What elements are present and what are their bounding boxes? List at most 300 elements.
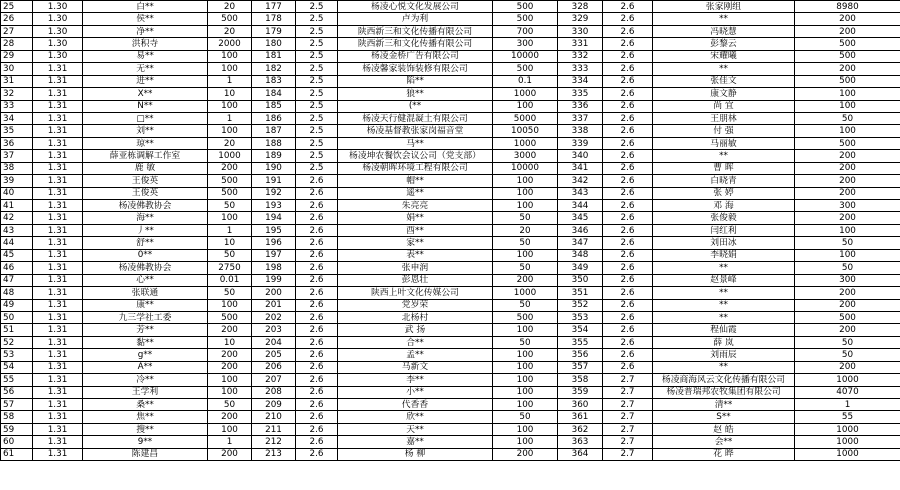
cell-date-2: 2.5 xyxy=(296,38,338,50)
cell-date-1: 1.31 xyxy=(33,75,83,87)
cell-index-3: 343 xyxy=(558,187,603,199)
cell-date-2: 2.6 xyxy=(296,374,338,386)
cell-donor-2: 李** xyxy=(338,374,493,386)
table-row xyxy=(1,1,900,13)
cell-amount-3: 200 xyxy=(795,150,900,162)
cell-date-2: 2.6 xyxy=(296,436,338,448)
cell-date-3: 2.7 xyxy=(603,386,653,398)
cell-date-2: 2.5 xyxy=(296,1,338,13)
cell-amount-1: 200 xyxy=(208,324,252,336)
cell-index-1: 29 xyxy=(1,50,33,62)
cell-index-1: 56 xyxy=(1,386,33,398)
cell-date-2: 2.6 xyxy=(296,262,338,274)
cell-amount-3: 50 xyxy=(795,349,900,361)
cell-date-1: 1.31 xyxy=(33,150,83,162)
cell-donor-2: 杨凌基督教张家岗福音堂 xyxy=(338,125,493,137)
cell-index-2: 201 xyxy=(252,299,296,311)
cell-donor-1: 丿** xyxy=(83,224,208,236)
cell-donor-3: ** xyxy=(653,262,795,274)
cell-date-1: 1.30 xyxy=(33,38,83,50)
cell-index-2: 189 xyxy=(252,150,296,162)
cell-donor-1: 无** xyxy=(83,63,208,75)
cell-index-1: 60 xyxy=(1,436,33,448)
cell-donor-2: 酉** xyxy=(338,224,493,236)
table-row xyxy=(1,411,900,423)
cell-amount-3: 55 xyxy=(795,411,900,423)
cell-donor-3: ** xyxy=(653,150,795,162)
cell-index-1: 25 xyxy=(1,1,33,13)
cell-donor-1: 海** xyxy=(83,212,208,224)
cell-donor-2: 北杨村 xyxy=(338,311,493,323)
cell-donor-1: g** xyxy=(83,349,208,361)
cell-amount-1: 200 xyxy=(208,349,252,361)
table-row xyxy=(1,274,900,286)
cell-amount-2: 1000 xyxy=(493,137,558,149)
cell-amount-1: 10 xyxy=(208,88,252,100)
cell-amount-2: 200 xyxy=(493,448,558,460)
cell-date-1: 1.31 xyxy=(33,374,83,386)
cell-amount-2: 700 xyxy=(493,25,558,37)
cell-index-1: 37 xyxy=(1,150,33,162)
cell-date-3: 2.6 xyxy=(603,361,653,373)
cell-amount-3: 300 xyxy=(795,200,900,212)
cell-index-2: 192 xyxy=(252,187,296,199)
cell-donor-2: 杨凌坤农餐饮会议公司（党支部） xyxy=(338,150,493,162)
cell-donor-1: 0** xyxy=(83,249,208,261)
cell-donor-3: ** xyxy=(653,287,795,299)
cell-date-1: 1.31 xyxy=(33,361,83,373)
cell-date-3: 2.6 xyxy=(603,324,653,336)
cell-index-2: 199 xyxy=(252,274,296,286)
cell-amount-3: 1000 xyxy=(795,423,900,435)
cell-amount-3: 100 xyxy=(795,88,900,100)
cell-amount-1: 200 xyxy=(208,162,252,174)
cell-amount-3: 8980 xyxy=(795,1,900,13)
cell-index-1: 32 xyxy=(1,88,33,100)
cell-date-3: 2.6 xyxy=(603,25,653,37)
cell-donor-3: 程仙霞 xyxy=(653,324,795,336)
cell-index-1: 53 xyxy=(1,349,33,361)
table-row xyxy=(1,25,900,37)
cell-amount-3: 1000 xyxy=(795,448,900,460)
cell-index-2: 208 xyxy=(252,386,296,398)
cell-amount-1: 0.01 xyxy=(208,274,252,286)
cell-donor-3: 曹 晖 xyxy=(653,162,795,174)
cell-amount-1: 2000 xyxy=(208,38,252,50)
cell-amount-1: 1 xyxy=(208,436,252,448)
cell-date-1: 1.31 xyxy=(33,336,83,348)
cell-index-2: 180 xyxy=(252,38,296,50)
cell-donor-3: 清** xyxy=(653,399,795,411)
cell-donor-2: 杨凌金桥广告有限公司 xyxy=(338,50,493,62)
cell-index-1: 49 xyxy=(1,299,33,311)
cell-amount-3: 200 xyxy=(795,187,900,199)
cell-index-2: 204 xyxy=(252,336,296,348)
cell-date-3: 2.6 xyxy=(603,1,653,13)
cell-index-1: 57 xyxy=(1,399,33,411)
cell-date-2: 2.6 xyxy=(296,423,338,435)
table-row xyxy=(1,324,900,336)
cell-date-3: 2.6 xyxy=(603,311,653,323)
cell-date-3: 2.6 xyxy=(603,13,653,25)
cell-index-2: 210 xyxy=(252,411,296,423)
cell-date-3: 2.6 xyxy=(603,175,653,187)
cell-date-1: 1.31 xyxy=(33,423,83,435)
table-row xyxy=(1,38,900,50)
cell-amount-1: 100 xyxy=(208,423,252,435)
cell-amount-3: 200 xyxy=(795,299,900,311)
cell-donor-1: 薛亚栋调解工作室 xyxy=(83,150,208,162)
cell-donor-1: 洪积寺 xyxy=(83,38,208,50)
cell-amount-3: 200 xyxy=(795,63,900,75)
cell-donor-3: 付 强 xyxy=(653,125,795,137)
cell-index-2: 209 xyxy=(252,399,296,411)
cell-date-2: 2.5 xyxy=(296,100,338,112)
cell-date-3: 2.6 xyxy=(603,249,653,261)
cell-donor-1: A** xyxy=(83,361,208,373)
cell-index-1: 26 xyxy=(1,13,33,25)
cell-date-1: 1.30 xyxy=(33,25,83,37)
cell-date-1: 1.31 xyxy=(33,324,83,336)
cell-date-3: 2.6 xyxy=(603,38,653,50)
cell-donor-2: 马** xyxy=(338,137,493,149)
cell-amount-3: 300 xyxy=(795,274,900,286)
cell-index-2: 212 xyxy=(252,436,296,448)
cell-donor-1: 9** xyxy=(83,436,208,448)
cell-index-2: 196 xyxy=(252,237,296,249)
cell-index-1: 52 xyxy=(1,336,33,348)
cell-index-2: 179 xyxy=(252,25,296,37)
cell-amount-1: 100 xyxy=(208,212,252,224)
cell-amount-3: 1000 xyxy=(795,374,900,386)
cell-index-3: 348 xyxy=(558,249,603,261)
table-row xyxy=(1,212,900,224)
cell-index-1: 40 xyxy=(1,187,33,199)
cell-amount-3: 500 xyxy=(795,311,900,323)
cell-donor-2: 遥** xyxy=(338,187,493,199)
cell-donor-3: ** xyxy=(653,299,795,311)
cell-amount-3: 500 xyxy=(795,38,900,50)
cell-donor-3: 冯晓慧 xyxy=(653,25,795,37)
cell-index-2: 213 xyxy=(252,448,296,460)
cell-index-3: 335 xyxy=(558,88,603,100)
cell-date-1: 1.31 xyxy=(33,162,83,174)
cell-donor-2: 陕西新三和文化传播有限公司 xyxy=(338,38,493,50)
cell-index-2: 188 xyxy=(252,137,296,149)
cell-index-1: 48 xyxy=(1,287,33,299)
table-row xyxy=(1,399,900,411)
cell-index-3: 336 xyxy=(558,100,603,112)
cell-donor-2: 孟** xyxy=(338,349,493,361)
cell-date-1: 1.31 xyxy=(33,287,83,299)
cell-donor-1: 张联通 xyxy=(83,287,208,299)
cell-amount-1: 100 xyxy=(208,299,252,311)
cell-amount-2: 500 xyxy=(493,311,558,323)
cell-amount-1: 20 xyxy=(208,137,252,149)
cell-amount-2: 10000 xyxy=(493,162,558,174)
cell-index-3: 349 xyxy=(558,262,603,274)
cell-index-2: 194 xyxy=(252,212,296,224)
cell-donor-2: 杨凌心悦文化发展公司 xyxy=(338,1,493,13)
cell-index-2: 203 xyxy=(252,324,296,336)
table-row xyxy=(1,75,900,87)
cell-amount-2: 1000 xyxy=(493,88,558,100)
cell-index-2: 195 xyxy=(252,224,296,236)
cell-date-1: 1.31 xyxy=(33,112,83,124)
cell-donor-1: 刘** xyxy=(83,125,208,137)
table-row xyxy=(1,13,900,25)
cell-donor-2: 杨 柳 xyxy=(338,448,493,460)
cell-date-3: 2.6 xyxy=(603,162,653,174)
cell-donor-2: 杨凌朝晖环境工程有限公司 xyxy=(338,162,493,174)
cell-date-2: 2.6 xyxy=(296,336,338,348)
cell-donor-3: 薛 岚 xyxy=(653,336,795,348)
cell-index-1: 45 xyxy=(1,249,33,261)
cell-date-2: 2.6 xyxy=(296,324,338,336)
cell-donor-1: 黏** xyxy=(83,336,208,348)
cell-date-3: 2.6 xyxy=(603,100,653,112)
table-row xyxy=(1,137,900,149)
cell-index-2: 178 xyxy=(252,13,296,25)
cell-donor-2: 彭恩壮 xyxy=(338,274,493,286)
cell-index-3: 334 xyxy=(558,75,603,87)
cell-amount-3: 4070 xyxy=(795,386,900,398)
cell-amount-2: 100 xyxy=(493,436,558,448)
cell-date-2: 2.5 xyxy=(296,150,338,162)
cell-amount-2: 10050 xyxy=(493,125,558,137)
cell-donor-3: ** xyxy=(653,361,795,373)
cell-amount-2: 100 xyxy=(493,324,558,336)
cell-donor-2: 嘉** xyxy=(338,436,493,448)
cell-index-2: 197 xyxy=(252,249,296,261)
cell-amount-2: 5000 xyxy=(493,112,558,124)
cell-amount-3: 50 xyxy=(795,336,900,348)
table-row xyxy=(1,361,900,373)
cell-date-3: 2.6 xyxy=(603,237,653,249)
cell-donor-3: 赵 皓 xyxy=(653,423,795,435)
table-row xyxy=(1,374,900,386)
cell-index-3: 344 xyxy=(558,200,603,212)
cell-donor-2: 杨凌馨家装饰装修有限公司 xyxy=(338,63,493,75)
cell-index-1: 51 xyxy=(1,324,33,336)
cell-date-2: 2.5 xyxy=(296,112,338,124)
cell-amount-3: 500 xyxy=(795,50,900,62)
cell-amount-3: 100 xyxy=(795,125,900,137)
cell-donor-3: 张 婷 xyxy=(653,187,795,199)
cell-date-1: 1.31 xyxy=(33,299,83,311)
cell-index-2: 181 xyxy=(252,50,296,62)
cell-amount-2: 3000 xyxy=(493,150,558,162)
table-row xyxy=(1,50,900,62)
cell-date-3: 2.6 xyxy=(603,224,653,236)
cell-donor-1: 心** xyxy=(83,274,208,286)
cell-amount-1: 20 xyxy=(208,1,252,13)
cell-amount-2: 100 xyxy=(493,386,558,398)
cell-index-2: 184 xyxy=(252,88,296,100)
cell-index-3: 351 xyxy=(558,287,603,299)
table-row xyxy=(1,436,900,448)
cell-date-3: 2.6 xyxy=(603,262,653,274)
cell-amount-2: 300 xyxy=(493,38,558,50)
cell-date-1: 1.31 xyxy=(33,63,83,75)
cell-amount-2: 100 xyxy=(493,187,558,199)
cell-index-2: 183 xyxy=(252,75,296,87)
cell-date-2: 2.6 xyxy=(296,249,338,261)
cell-index-3: 346 xyxy=(558,224,603,236)
cell-index-1: 34 xyxy=(1,112,33,124)
cell-donor-3: 马丽敏 xyxy=(653,137,795,149)
cell-date-1: 1.31 xyxy=(33,386,83,398)
cell-donor-3: 张家刚组 xyxy=(653,1,795,13)
cell-index-3: 359 xyxy=(558,386,603,398)
cell-index-3: 354 xyxy=(558,324,603,336)
cell-donor-2: 欣** xyxy=(338,411,493,423)
cell-date-2: 2.6 xyxy=(296,448,338,460)
cell-amount-2: 200 xyxy=(493,274,558,286)
cell-donor-2: 党岁荣 xyxy=(338,299,493,311)
cell-index-2: 191 xyxy=(252,175,296,187)
cell-donor-3: S** xyxy=(653,411,795,423)
cell-index-1: 42 xyxy=(1,212,33,224)
cell-index-2: 206 xyxy=(252,361,296,373)
cell-donor-1: 进** xyxy=(83,75,208,87)
table-row xyxy=(1,448,900,460)
cell-amount-3: 100 xyxy=(795,249,900,261)
cell-index-3: 329 xyxy=(558,13,603,25)
cell-index-3: 340 xyxy=(558,150,603,162)
cell-amount-3: 200 xyxy=(795,324,900,336)
cell-date-3: 2.6 xyxy=(603,200,653,212)
cell-donor-3: ** xyxy=(653,63,795,75)
cell-index-1: 46 xyxy=(1,262,33,274)
cell-donor-1: 侯** xyxy=(83,13,208,25)
cell-amount-2: 20 xyxy=(493,224,558,236)
cell-index-1: 35 xyxy=(1,125,33,137)
table-row xyxy=(1,423,900,435)
cell-date-1: 1.31 xyxy=(33,311,83,323)
cell-index-3: 330 xyxy=(558,25,603,37)
cell-amount-2: 100 xyxy=(493,100,558,112)
cell-date-3: 2.6 xyxy=(603,125,653,137)
cell-donor-2: 代香香 xyxy=(338,399,493,411)
cell-amount-2: 100 xyxy=(493,399,558,411)
cell-index-2: 193 xyxy=(252,200,296,212)
cell-amount-2: 0.1 xyxy=(493,75,558,87)
cell-amount-3: 100 xyxy=(795,100,900,112)
cell-index-1: 33 xyxy=(1,100,33,112)
cell-donor-3: 杨凌普瑞邦农牧集团有限公司 xyxy=(653,386,795,398)
cell-date-1: 1.31 xyxy=(33,436,83,448)
cell-index-2: 186 xyxy=(252,112,296,124)
cell-donor-3: 尚 宜 xyxy=(653,100,795,112)
cell-date-2: 2.5 xyxy=(296,125,338,137)
cell-amount-3: 1 xyxy=(795,399,900,411)
cell-amount-3: 500 xyxy=(795,75,900,87)
cell-index-3: 341 xyxy=(558,162,603,174)
cell-index-3: 364 xyxy=(558,448,603,460)
cell-date-1: 1.31 xyxy=(33,224,83,236)
cell-amount-2: 50 xyxy=(493,336,558,348)
cell-amount-2: 500 xyxy=(493,13,558,25)
cell-date-3: 2.6 xyxy=(603,63,653,75)
cell-donor-2: 张申润 xyxy=(338,262,493,274)
cell-donor-3: 康文静 xyxy=(653,88,795,100)
cell-donor-3: 赵景峰 xyxy=(653,274,795,286)
cell-amount-3: 50 xyxy=(795,262,900,274)
cell-index-2: 211 xyxy=(252,423,296,435)
cell-amount-1: 1000 xyxy=(208,150,252,162)
cell-donor-1: 舒** xyxy=(83,237,208,249)
cell-index-2: 202 xyxy=(252,311,296,323)
cell-donor-2: 武 扬 xyxy=(338,324,493,336)
cell-date-2: 2.5 xyxy=(296,88,338,100)
cell-date-3: 2.6 xyxy=(603,187,653,199)
cell-amount-1: 100 xyxy=(208,50,252,62)
cell-donor-3: 李晓娟 xyxy=(653,249,795,261)
cell-amount-1: 100 xyxy=(208,63,252,75)
cell-index-1: 38 xyxy=(1,162,33,174)
table-row xyxy=(1,112,900,124)
cell-date-3: 2.7 xyxy=(603,436,653,448)
cell-donor-3: 宋耀曦 xyxy=(653,50,795,62)
cell-date-1: 1.30 xyxy=(33,50,83,62)
cell-date-2: 2.5 xyxy=(296,25,338,37)
cell-amount-3: 200 xyxy=(795,361,900,373)
cell-index-1: 58 xyxy=(1,411,33,423)
cell-donor-3: 花 晔 xyxy=(653,448,795,460)
cell-donor-1: 桑** xyxy=(83,399,208,411)
cell-amount-1: 100 xyxy=(208,374,252,386)
table-row xyxy=(1,311,900,323)
cell-index-3: 338 xyxy=(558,125,603,137)
cell-date-2: 2.6 xyxy=(296,299,338,311)
cell-index-1: 43 xyxy=(1,224,33,236)
cell-index-3: 355 xyxy=(558,336,603,348)
cell-donor-1: 白** xyxy=(83,1,208,13)
cell-date-3: 2.6 xyxy=(603,137,653,149)
table-row xyxy=(1,162,900,174)
cell-donor-2: 娟** xyxy=(338,212,493,224)
cell-date-1: 1.31 xyxy=(33,237,83,249)
cell-index-3: 342 xyxy=(558,175,603,187)
cell-date-3: 2.6 xyxy=(603,299,653,311)
table-row xyxy=(1,100,900,112)
cell-amount-1: 1 xyxy=(208,75,252,87)
cell-amount-3: 200 xyxy=(795,175,900,187)
cell-donor-3: 闫红利 xyxy=(653,224,795,236)
cell-date-3: 2.6 xyxy=(603,212,653,224)
cell-amount-1: 500 xyxy=(208,187,252,199)
cell-donor-1: 杨凌佛教协会 xyxy=(83,200,208,212)
cell-amount-1: 10 xyxy=(208,237,252,249)
cell-amount-2: 100 xyxy=(493,249,558,261)
cell-index-3: 339 xyxy=(558,137,603,149)
cell-donor-2: 卢为利 xyxy=(338,13,493,25)
table-row xyxy=(1,200,900,212)
cell-date-3: 2.7 xyxy=(603,399,653,411)
cell-donor-1: 陈建昌 xyxy=(83,448,208,460)
cell-donor-2: 小** xyxy=(338,386,493,398)
cell-amount-2: 100 xyxy=(493,349,558,361)
cell-date-2: 2.6 xyxy=(296,212,338,224)
cell-donor-1: 康** xyxy=(83,299,208,311)
table-row xyxy=(1,125,900,137)
cell-index-3: 333 xyxy=(558,63,603,75)
cell-index-2: 177 xyxy=(252,1,296,13)
cell-amount-2: 10000 xyxy=(493,50,558,62)
cell-date-1: 1.31 xyxy=(33,88,83,100)
table-body xyxy=(1,1,900,461)
